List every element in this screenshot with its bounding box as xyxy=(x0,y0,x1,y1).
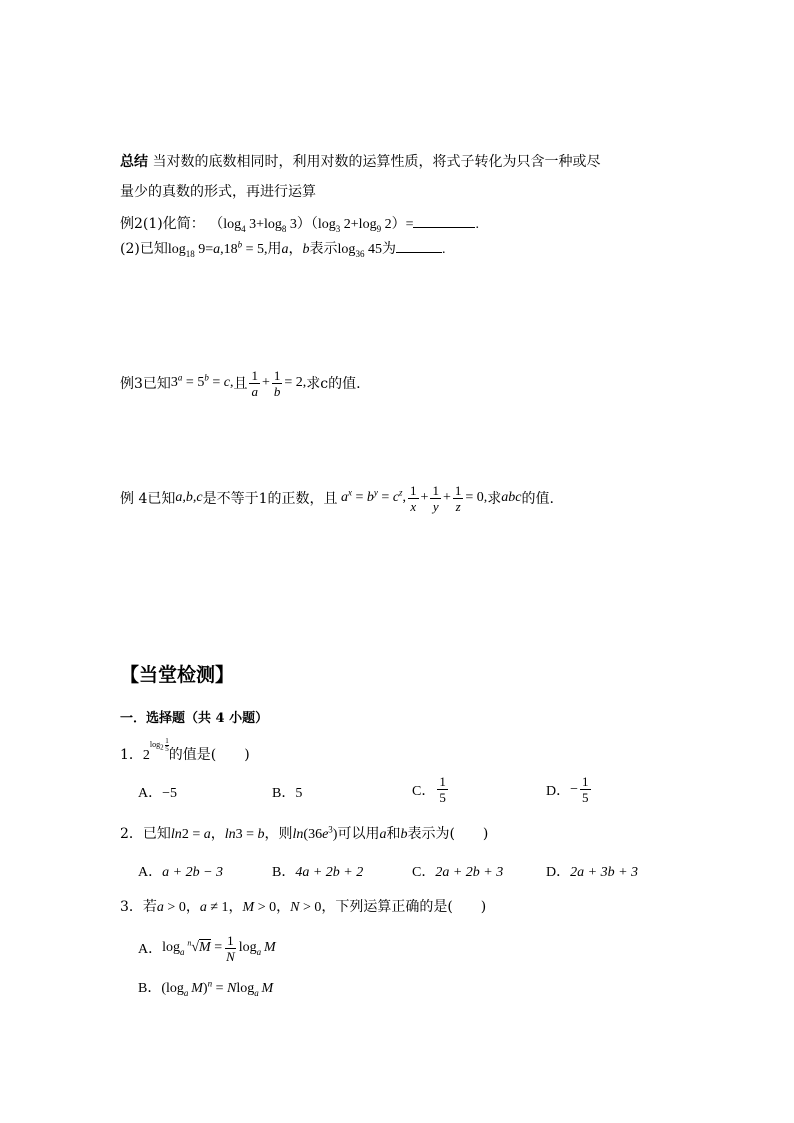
q3-option-a-fraction: $\frac{1}{N}$ xyxy=(226,932,235,964)
q2-options xyxy=(138,861,658,883)
question-2: 2．已知ln2 = a，ln3 = b，则$\ln(36e^3)$可以用a和b表示为( ) xyxy=(120,824,489,842)
summary-label: 总结 xyxy=(120,154,148,170)
q3-option-a-formula-left: $\log_a ^n√M$ = xyxy=(162,938,223,957)
ex2-p2-prefix: (2)已知 xyxy=(120,241,168,257)
example-4: 例 4已知 a,b,c 是不等于1的正数，且 $a^x = b^y = c^z$, $\frac{1}{x}$ + $\frac{1}{y}$ + $\frac{1}{z}$ = 0, 求 abc 的值. xyxy=(120,482,554,514)
fraction-1-over-b: $\frac{1}{b}$ xyxy=(273,367,281,399)
ex4-vars: a,b,c xyxy=(175,490,203,505)
q2-option-d-value: 2a + 3b + 3 xyxy=(570,865,639,880)
q1-option-a-value: −5 xyxy=(162,786,178,801)
q1-option-c-fraction: $\frac{1}{5}$ xyxy=(439,774,446,805)
q2-text-f: 表示为( ) xyxy=(407,826,489,842)
q1-option-a[interactable] xyxy=(138,782,177,802)
summary-line-1 xyxy=(120,152,600,172)
ex4-abc: abc xyxy=(501,490,522,505)
q1-option-b[interactable] xyxy=(272,782,302,802)
q3-option-b-formula: ($\log_a$ M)$^n$ = Nlog$_a$ M xyxy=(161,978,274,998)
q1-options xyxy=(138,772,638,812)
q1-option-c-label: C． xyxy=(412,783,436,799)
example-2-part-2: (2)已知$\log_{18} 9=a,18^b = 5$,用a，b表示$\log_{36} 45$为 . xyxy=(120,239,446,259)
q1-option-a-label: A． xyxy=(138,786,163,801)
ex4-condition: $a^x = b^y = c^z$, xyxy=(341,487,407,505)
q2-eq-1: ln xyxy=(170,827,182,842)
q2-option-c-label: C． xyxy=(412,865,436,880)
q2-text-b: ， xyxy=(210,826,225,842)
q2-eq-2: ln xyxy=(224,827,236,842)
ex4-prefix: 例 4已知 xyxy=(120,491,176,507)
q1-option-d[interactable]: D． − $\frac{1}{5}$ xyxy=(546,774,589,805)
q2-expression: ln xyxy=(292,827,304,842)
q1-option-b-value: 5 xyxy=(295,786,303,801)
ex4-mid: 是不等于1的正数，且 xyxy=(202,491,338,507)
q3-option-a[interactable] xyxy=(138,931,276,965)
ex2-p2-answer-blank[interactable] xyxy=(396,238,442,253)
q2-number: 2． xyxy=(120,826,143,842)
ex2-p1-answer-blank[interactable] xyxy=(413,213,475,228)
ex2-p1-prefix: 例2(1)化简： xyxy=(120,216,205,232)
fraction-1-over-y: $\frac{1}{y}$ xyxy=(432,482,439,514)
q2-option-a-value: a + 2b − 3 xyxy=(162,865,224,880)
example-3: 例3已知 $3^a = 5^b = c$, 且 $\frac{1}{a}$ + $\frac{1}{b}$ = 2, 求c的值. xyxy=(120,367,361,399)
summary-line-2 xyxy=(120,182,316,202)
fraction-1-over-x: $\frac{1}{x}$ xyxy=(410,482,417,514)
q1-suffix: 的值是( ) xyxy=(168,747,250,763)
ex3-prefix: 例3已知 xyxy=(120,376,171,392)
q3-option-a-formula-right: $\log_a M$ xyxy=(238,940,276,957)
ex2-p2-text: 表示 xyxy=(309,241,338,257)
q2-option-a-label: A． xyxy=(138,865,163,880)
ex3-suffix: 求c的值. xyxy=(306,376,361,392)
q2-text-c: ，则 xyxy=(264,826,293,842)
q2-option-b-value: 4a + 2b + 2 xyxy=(295,865,364,880)
q2-text-a: 已知 xyxy=(142,826,171,842)
ex4-suffix: 求 xyxy=(487,491,502,507)
question-1 xyxy=(120,737,250,766)
q2-text-e: 和 xyxy=(386,826,401,842)
subsection-title: 一．选择题（共 4 小题） xyxy=(120,711,269,726)
q3-text-end: ，下列运算正确的是( ) xyxy=(321,899,487,915)
section-title: 【当堂检测】 xyxy=(120,664,235,686)
q3-option-b-label: B． xyxy=(138,981,162,996)
summary-text-2: 量少的真数的形式，再进行运算 xyxy=(120,184,316,200)
q2-option-d[interactable] xyxy=(546,861,638,881)
q3-text-a: 若 xyxy=(142,899,157,915)
q2-option-a[interactable] xyxy=(138,861,223,881)
ex2-p2-target: $\log_{36} 45$ xyxy=(337,242,382,259)
q3-option-b[interactable] xyxy=(138,979,273,999)
q3-conditions: a > 0，a ≠ 1，M > 0，N > 0 xyxy=(156,900,322,915)
summary-text-1: 当对数的底数相同时，利用对数的运算性质，将式子转化为只含一种或尽 xyxy=(152,154,601,170)
ex3-mid: 且 xyxy=(233,376,248,392)
question-3 xyxy=(120,897,486,918)
fraction-1-over-z: $\frac{1}{z}$ xyxy=(454,482,462,514)
q1-expression: $2^{log_2 \frac{1}{5}}$ xyxy=(142,737,169,763)
ex2-p1-expression: （$\log_4$ $3+\log_8$ $3)(\log_3$ $2+\log_9$ 2）= xyxy=(209,217,414,234)
example-2-part-1: 例2(1)化简： （$\log_4$ $3+\log_8$ $3)(\log_3$ $2+\log_9$ 2）= . xyxy=(120,213,479,235)
q1-number: 1． xyxy=(120,747,143,763)
ex2-p2-condition: $\log_{18} 9=a,18^b = 5$,用a，b xyxy=(167,239,310,259)
ex3-condition: $3^a = 5^b = c$, xyxy=(170,372,234,390)
q2-option-b-label: B． xyxy=(272,865,296,880)
q1-option-c[interactable] xyxy=(412,774,450,805)
fraction-1-over-a: $\frac{1}{a}$ xyxy=(251,367,258,399)
q1-option-b-label: B． xyxy=(272,786,296,801)
q1-option-d-label: D． xyxy=(546,783,571,799)
q2-option-c-value: 2a + 2b + 3 xyxy=(435,865,504,880)
ex4-suffix-2: 的值. xyxy=(521,491,554,507)
q2-option-b[interactable] xyxy=(272,861,363,881)
q2-text-d: 可以用 xyxy=(337,826,380,842)
q3-number: 3． xyxy=(120,899,143,915)
ex2-p2-suffix: 为 xyxy=(381,241,396,257)
q3-option-a-label: A． xyxy=(138,942,163,957)
q2-option-c[interactable] xyxy=(412,861,503,881)
q2-option-d-label: D． xyxy=(546,865,571,880)
q1-option-d-fraction: $\frac{1}{5}$ xyxy=(582,774,589,805)
